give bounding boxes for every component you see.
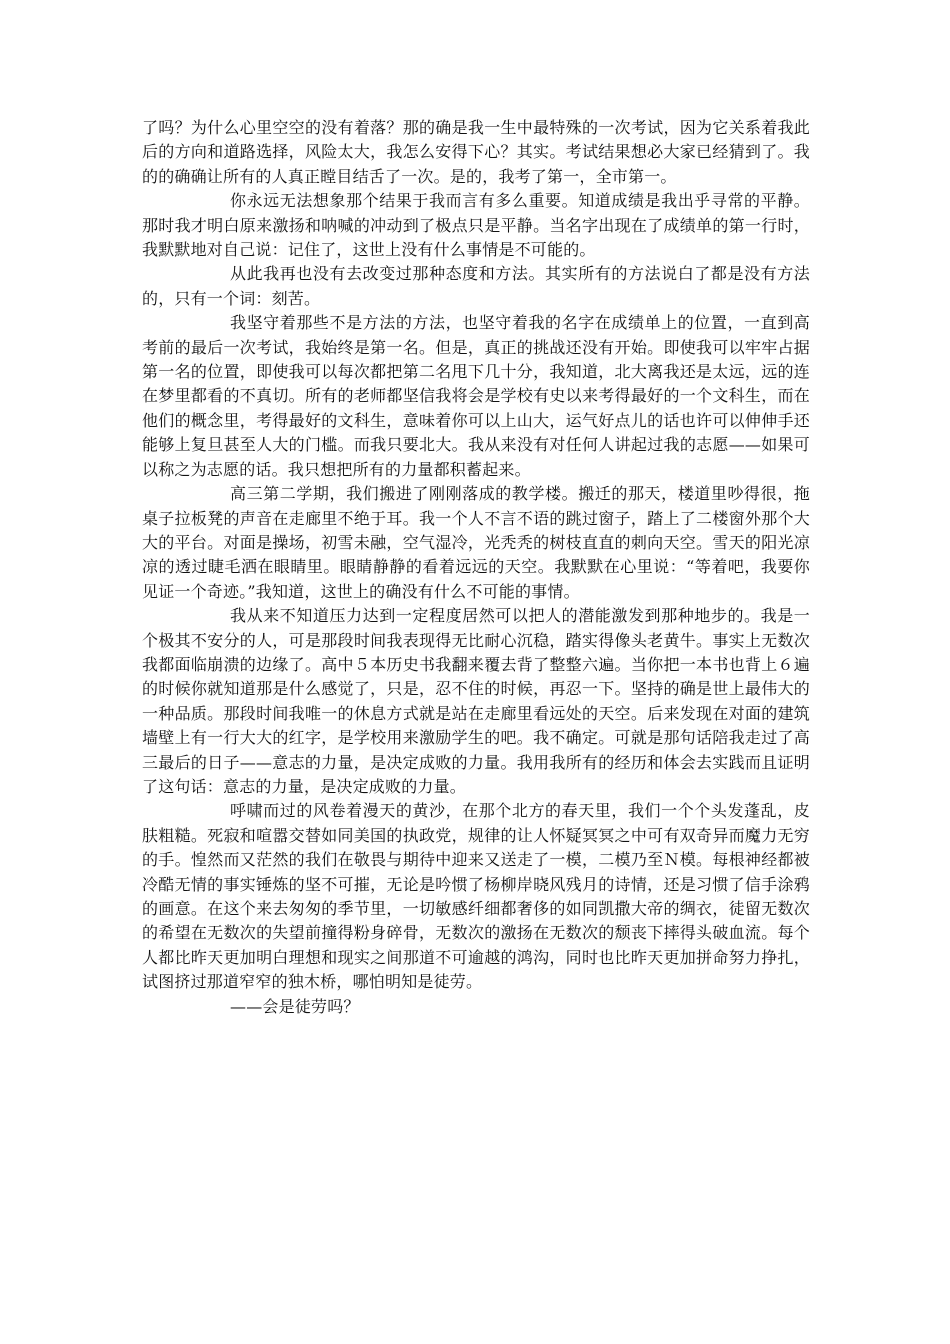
closing-question: ——会是徒劳吗？ (230, 996, 360, 1016)
paragraph: 你永远无法想象那个结果于我而言有多么重要。知道成绩是我出乎寻常的平静。那时我才明白原来激扬和呐喊的冲动到了极点只是平静。当名字出现在了成绩单的第一行时，我默默地对自己说：记住了，这世上没有什么事情是不可能的。 (142, 191, 810, 260)
paragraph: 高三第二学期，我们搬进了刚刚落成的教学楼。搬迁的那天，楼道里吵得很，拖桌子拉板凳的声音在走廊里不绝于耳。我一个人不言不语的跳过窗子，踏上了二楼窗外那个大大的平台。对面是操场，初雪未融，空气湿冷，光秃秃的树枝直直的刺向天空。雪天的阳光凉凉的透过睫毛洒在眼睛里。眼睛静静的看着远远的天空。我默默在心里说：“等着吧，我要你见证一个奇迹。”我知道，这世上的确没有什么不可能的事情。 (142, 484, 810, 601)
article-body (142, 116, 810, 1019)
paragraph: 了吗？为什么心里空空的没有着落？那的确是我一生中最特殊的一次考试，因为它关系着我此后的方向和道路选择，风险太大，我怎么安得下心？其实。考试结果想必大家已经猜到了。我的的确确让所有的人真正瞠目结舌了一次。是的，我考了第一，全市第一。 (142, 118, 810, 186)
paragraph: 呼啸而过的风卷着漫天的黄沙，在那个北方的春天里，我们一个个头发蓬乱，皮肤粗糙。死寂和喧嚣交替如同美国的执政党，规律的让人怀疑冥冥之中可有双奇异而魔力无穷的手。惶然而又茫然的我们在敬畏与期待中迎来又送走了一模，二模乃至Ｎ模。每根神经都被冷酷无情的事实锤炼的坚不可摧，无论是吟惯了杨柳岸晓风残月的诗情，还是习惯了信手涂鸦的画意。在这个来去匆匆的季节里，一切敏感纤细都奢侈的如同凯撒大帝的绸衣，徒留无数次的希望在无数次的失望前撞得粉身碎骨，无数次的激扬在无数次的颓丧下摔得头破血流。每个人都比昨天更加明白理想和现实之间那道不可逾越的鸿沟，同时也比昨天更加拼命努力挣扎，试图挤过那道窄窄的独木桥，哪怕明知是徒劳。 (142, 801, 810, 992)
paragraph: 我从来不知道压力达到一定程度居然可以把人的潜能激发到那种地步的。我是一个极其不安分的人，可是那段时间我表现得无比耐心沉稳，踏实得像头老黄牛。事实上无数次我都面临崩溃的边缘了。高中５本历史书我翻来覆去背了整整六遍。当你把一本书也背上６遍的时候你就知道那是什么感觉了，只是，忍不住的时候，再忍一下。坚持的确是世上最伟大的一种品质。那段时间我唯一的休息方式就是站在走廊里看远处的天空。后来发现在对面的建筑墙壁上有一行大大的红字，是学校用来激励学生的吧。我不确定。可就是那句话陪我走过了高三最后的日子——意志的力量，是决定成败的力量。我用我所有的经历和体会去实践而且证明了这句话：意志的力量，是决定成败的力量。 (142, 606, 810, 796)
paragraph: 从此我再也没有去改变过那种态度和方法。其实所有的方法说白了都是没有方法的，只有一个词：刻苦。 (142, 264, 810, 308)
paragraph: 我坚守着那些不是方法的方法，也坚守着我的名字在成绩单上的位置，一直到高考前的最后一次考试，我始终是第一名。但是，真正的挑战还没有开始。即使我可以牢牢占据第一名的位置，即使我可以每次都把第二名甩下几十分，我知道，北大离我还是太远，远的连在梦里都看的不真切。所有的老师都坚信我将会是学校有史以来考得最好的一个文科生，而在他们的概念里，考得最好的文科生，意味着你可以上山大，运气好点儿的话也许可以伸伸手还能够上复旦甚至人大的门槛。而我只要北大。我从来没有对任何人讲起过我的志愿——如果可以称之为志愿的话。我只想把所有的力量都积蓄起来。 (142, 313, 810, 479)
